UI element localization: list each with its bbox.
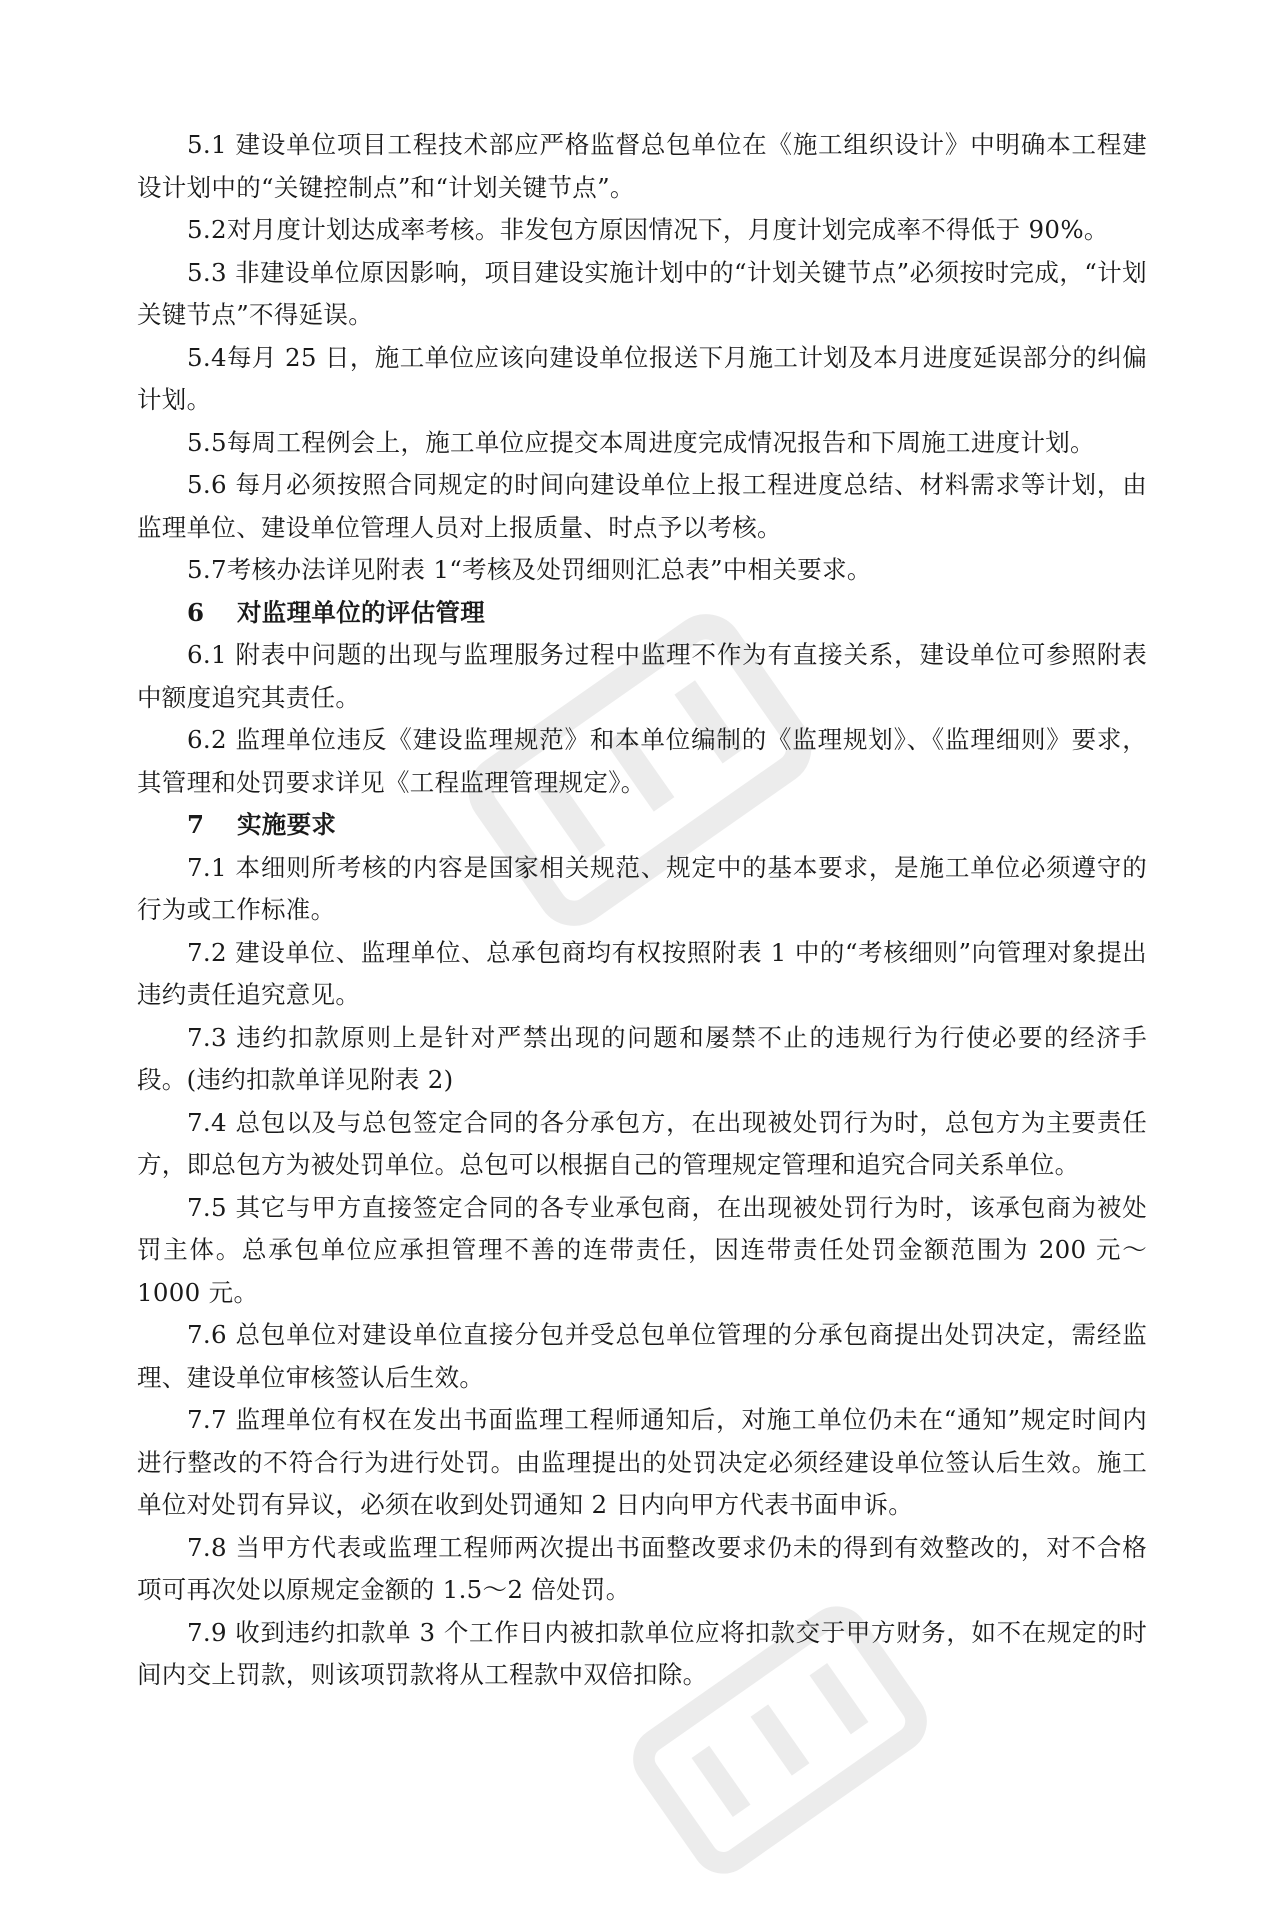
section-7-title: 实施要求 [237,810,337,839]
paragraph-7-4: 7.4 总包以及与总包签定合同的各分承包方，在出现被处罚行为时，总包方为主要责任方，即总包方为被处罚单位。总包可以根据自己的管理规定管理和追究合同关系单位。 [137,1107,1147,1179]
paragraph-7-3: 7.3 违约扣款原则上是针对严禁出现的问题和屡禁不止的违规行为行使必要的经济手段。(违约扣款单详见附表 2) [137,1022,1147,1094]
paragraph-6-2: 6.2 监理单位违反《建设监理规范》和本单位编制的《监理规划》、《监理细则》要求，其管理和处罚要求详见《工程监理管理规定》。 [137,725,1147,797]
paragraph-5-5: 5.5每周工程例会上，施工单位应提交本周进度完成情况报告和下周施工进度计划。 [187,427,1095,457]
paragraph-7-9: 7.9 收到违约扣款单 3 个工作日内被扣款单位应将扣款交于甲方财务，如不在规定的时间内交上罚款，则该项罚款将从工程款中双倍扣除。 [137,1617,1147,1689]
paragraph-7-5: 7.5 其它与甲方直接签定合同的各专业承包商，在出现被处罚行为时，该承包商为被处罚主体。总承包单位应承担管理不善的连带责任，因连带责任处罚金额范围为 200 元～1000 元。 [137,1192,1147,1307]
paragraph-7-7: 7.7 监理单位有权在发出书面监理工程师通知后，对施工单位仍未在“通知”规定时间内进行整改的不符合行为进行处罚。由监理提出的处罚决定必须经建设单位签认后生效。施工单位对处罚有异议，必须在收到处罚通知 2 日内向甲方代表书面申诉。 [137,1405,1147,1519]
section-7-heading [137,804,1147,847]
paragraph-5-4: 5.4每月 25 日，施工单位应该向建设单位报送下月施工计划及本月进度延误部分的纠偏计划。 [137,342,1147,414]
paragraph-5-1: 5.1 建设单位项目工程技术部应严格监督总包单位在《施工组织设计》中明确本工程建设计划中的“关键控制点”和“计划关键节点”。 [137,130,1147,202]
section-6-number: 6 [187,597,205,627]
paragraph-5-7: 5.7考核办法详见附表 1“考核及处罚细则汇总表”中相关要求。 [187,555,872,584]
section-7-number: 7 [187,810,205,839]
document-body [137,124,1147,1697]
section-6-heading [137,592,1147,635]
section-6-title: 对监理单位的评估管理 [237,597,485,627]
paragraph-5-6: 5.6 每月必须按照合同规定的时间向建设单位上报工程进度总结、材料需求等计划，由监理单位、建设单位管理人员对上报质量、时点予以考核。 [137,470,1147,542]
paragraph-5-2: 5.2对月度计划达成率考核。非发包方原因情况下，月度计划完成率不得低于 90%。 [187,215,1109,244]
paragraph-7-1: 7.1 本细则所考核的内容是国家相关规范、规定中的基本要求，是施工单位必须遵守的行为或工作标准。 [137,852,1147,924]
paragraph-7-6: 7.6 总包单位对建设单位直接分包并受总包单位管理的分承包商提出处罚决定，需经监理、建设单位审核签认后生效。 [137,1320,1147,1392]
paragraph-6-1: 6.1 附表中问题的出现与监理服务过程中监理不作为有直接关系，建设单位可参照附表中额度追究其责任。 [137,640,1147,712]
paragraph-5-3: 5.3 非建设单位原因影响，项目建设实施计划中的“计划关键节点”必须按时完成，“计划关键节点”不得延误。 [137,257,1147,329]
paragraph-7-8: 7.8 当甲方代表或监理工程师两次提出书面整改要求仍未的得到有效整改的，对不合格项可再次处以原规定金额的 1.5～2 倍处罚。 [137,1532,1147,1604]
paragraph-7-2: 7.2 建设单位、监理单位、总承包商均有权按照附表 1 中的“考核细则”向管理对象提出违约责任追究意见。 [137,937,1147,1009]
